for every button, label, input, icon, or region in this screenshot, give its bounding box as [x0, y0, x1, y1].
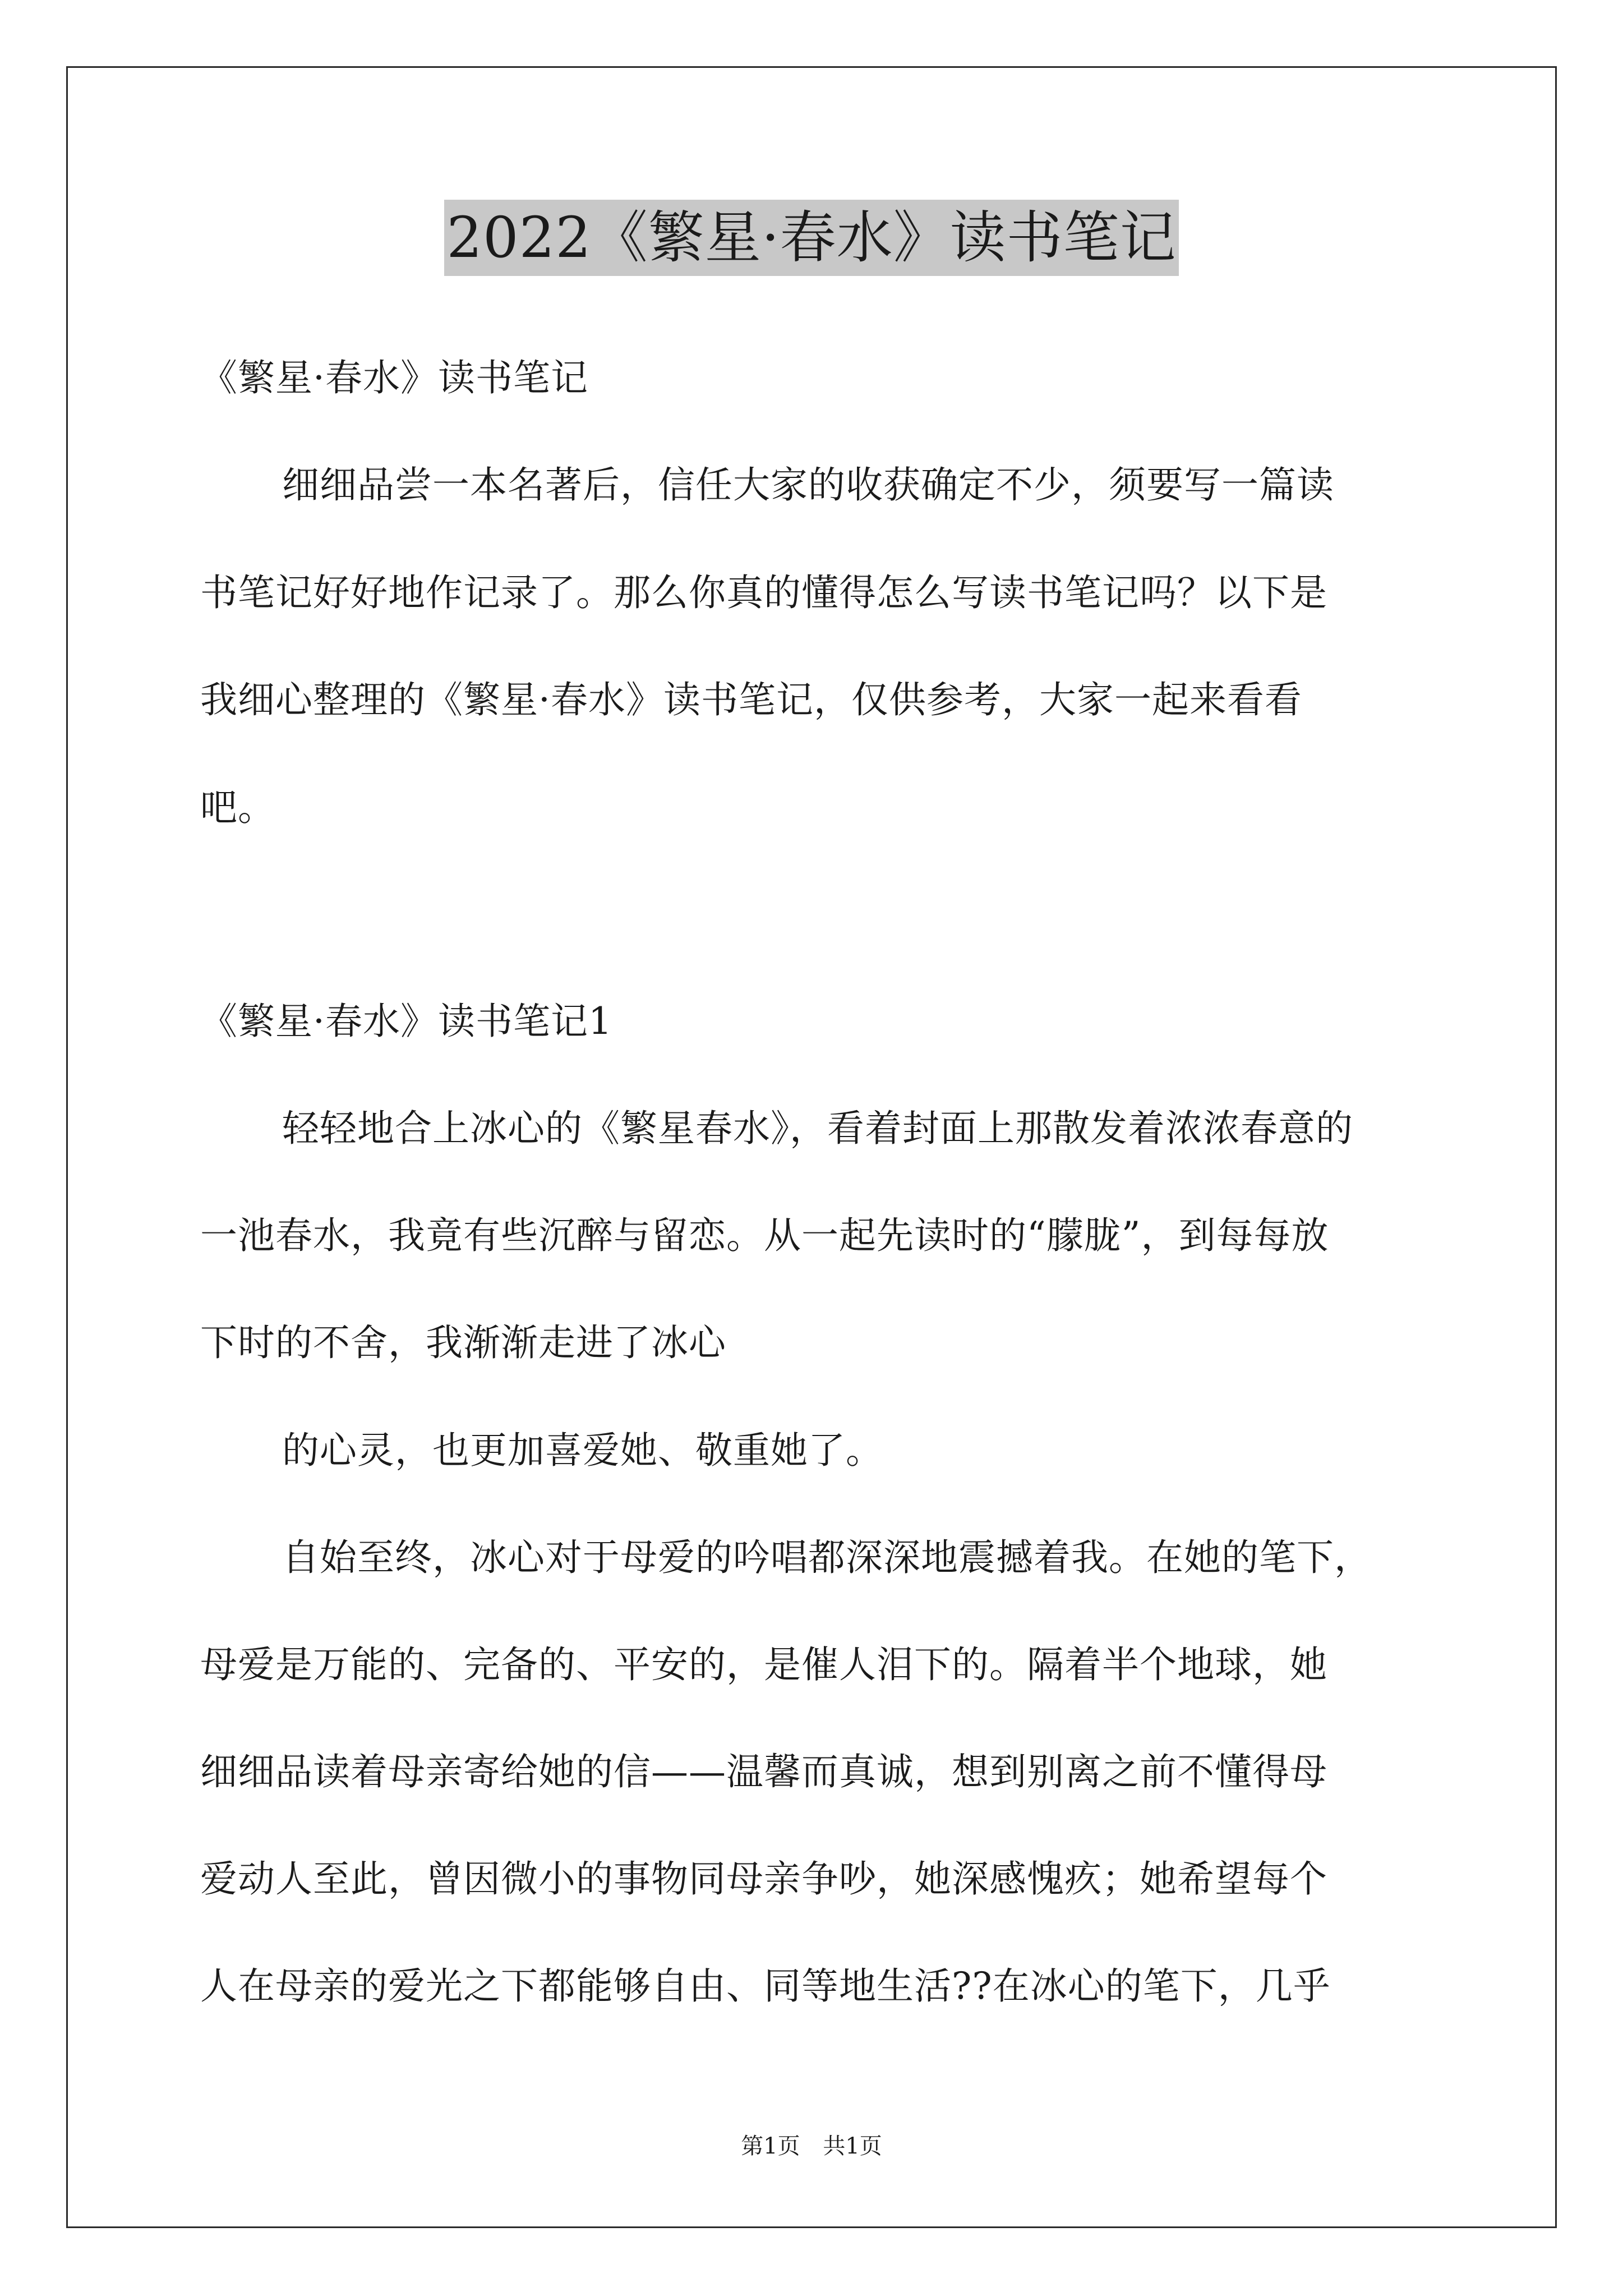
paragraph-line: 吧。: [200, 786, 275, 829]
paragraph-line: 下时的不舍，我渐渐走进了冰心: [200, 1321, 726, 1364]
total-pages: 共1页: [823, 2133, 882, 2159]
section-heading: 《繁星·春水》读书笔记1: [200, 1000, 612, 1043]
document-title: 2022《繁星·春水》读书笔记: [444, 200, 1178, 276]
paragraph-line: 一池春水，我竟有些沉醉与留恋。从一起先读时的“朦胧”，到每每放: [200, 1214, 1329, 1257]
paragraph-line: 书笔记好好地作记录了。那么你真的懂得怎么写读书笔记吗？以下是: [200, 571, 1327, 614]
section-heading: 《繁星·春水》读书笔记: [200, 356, 588, 399]
paragraph-line: 我细心整理的《繁星·春水》读书笔记，仅供参考，大家一起来看看: [200, 678, 1302, 721]
title-container: [0, 200, 1623, 276]
paragraph-line: 爱动人至此，曾因微小的事物同母亲争吵，她深感愧疚；她希望每个: [200, 1857, 1327, 1901]
paragraph-line: 的心灵，也更加喜爱她、敬重她了。: [282, 1429, 883, 1472]
paragraph-line: 轻轻地合上冰心的《繁星春水》，看着封面上那散发着浓浓春意的: [282, 1107, 1353, 1150]
paragraph-line: 细细品尝一本名著后，信任大家的收获确定不少，须要写一篇读: [282, 463, 1334, 507]
page-number: 第1页: [741, 2133, 800, 2159]
paragraph-line: 母爱是万能的、完备的、平安的，是催人泪下的。隔着半个地球，她: [200, 1643, 1327, 1686]
paragraph-line: 细细品读着母亲寄给她的信——温馨而真诚，想到别离之前不懂得母: [200, 1750, 1327, 1793]
paragraph-line: 自始至终，冰心对于母爱的吟唱都深深地震撼着我。在她的笔下，: [282, 1536, 1372, 1579]
paragraph-line: 人在母亲的爱光之下都能够自由、同等地生活??在冰心的笔下，几乎: [200, 1964, 1331, 2008]
page-footer: [0, 2131, 1623, 2162]
